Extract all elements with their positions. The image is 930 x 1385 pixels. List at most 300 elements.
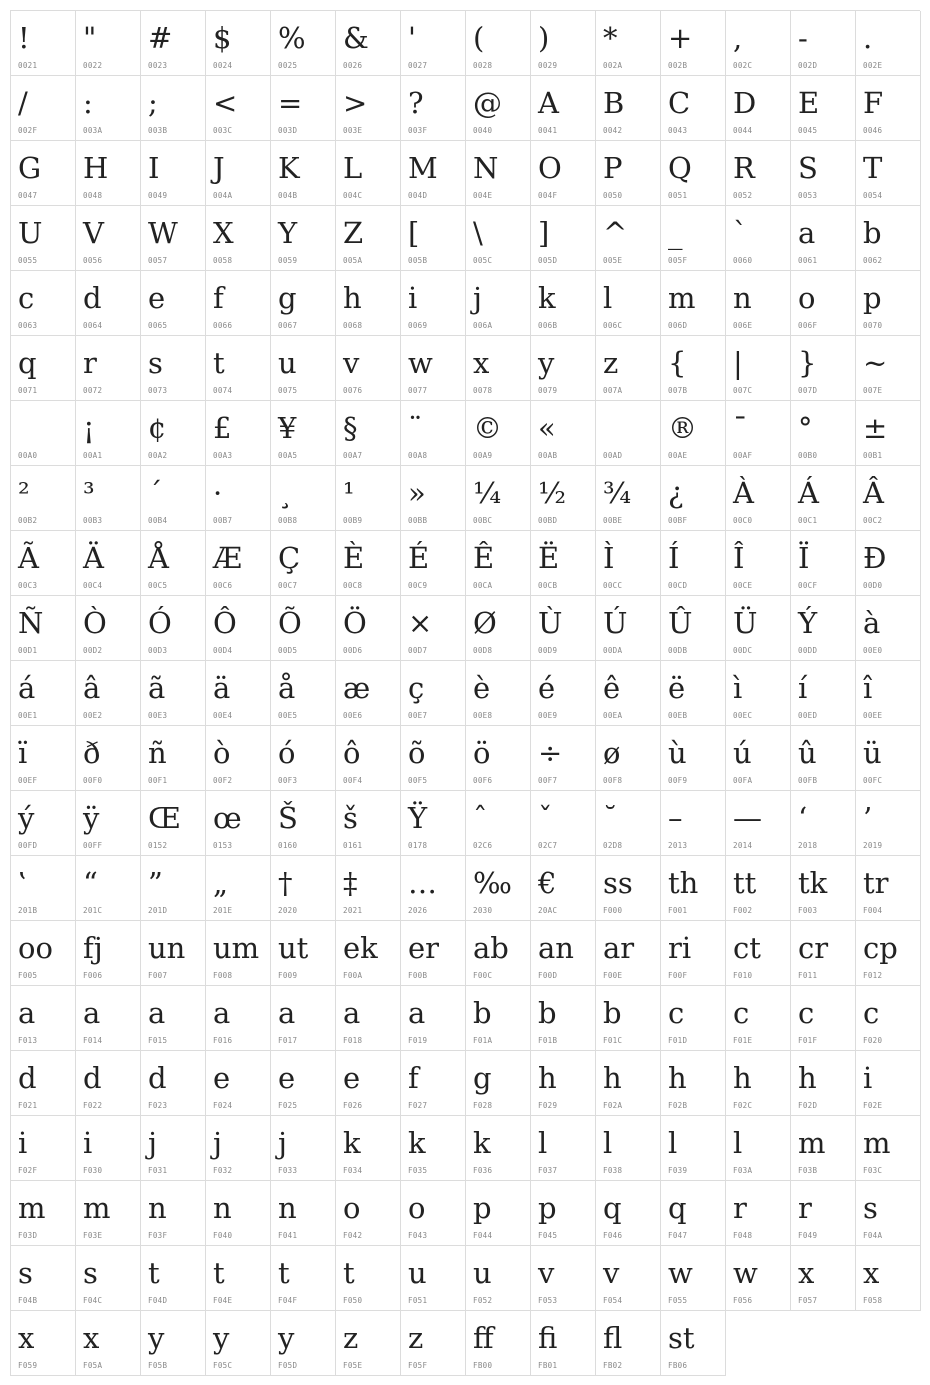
glyph-cell: [11, 661, 76, 726]
glyph-char: S: [798, 151, 818, 185]
glyph-code: F023: [148, 1101, 168, 1110]
glyph-char: ë: [668, 671, 686, 705]
glyph-cell: [401, 76, 466, 141]
glyph-char: ab: [473, 931, 509, 965]
glyph-cell: [856, 986, 921, 1051]
glyph-cell: [661, 531, 726, 596]
glyph-cell: [596, 856, 661, 921]
glyph-cell: [661, 726, 726, 791]
glyph-code: 0069: [408, 321, 428, 330]
glyph-char: Í: [668, 541, 680, 575]
glyph-cell: [141, 271, 206, 336]
glyph-code: 002F: [18, 126, 38, 135]
glyph-cell: [206, 401, 271, 466]
glyph-code: F00C: [473, 971, 493, 980]
glyph-code: 003A: [83, 126, 103, 135]
glyph-code: F036: [473, 1166, 493, 1175]
glyph-char: o: [343, 1191, 361, 1225]
glyph-char: q: [18, 346, 37, 380]
glyph-code: 201D: [148, 906, 168, 915]
glyph-cell: [466, 531, 531, 596]
glyph-cell: [336, 11, 401, 76]
glyph-char: T: [863, 151, 883, 185]
glyph-cell: [856, 76, 921, 141]
glyph-char: Û: [668, 606, 693, 640]
glyph-code: F00D: [538, 971, 558, 980]
glyph-char: h: [798, 1061, 817, 1095]
glyph-char: N: [473, 151, 499, 185]
glyph-code: 0044: [733, 126, 753, 135]
glyph-cell: [531, 466, 596, 531]
glyph-cell: [661, 1311, 726, 1376]
glyph-cell: [206, 1181, 271, 1246]
glyph-cell: [271, 1116, 336, 1181]
glyph-cell: [466, 661, 531, 726]
glyph-cell: [76, 921, 141, 986]
glyph-char: ñ: [148, 736, 167, 770]
glyph-code: 004A: [213, 191, 233, 200]
glyph-char: x: [18, 1321, 35, 1355]
glyph-code: 0058: [213, 256, 233, 265]
glyph-cell: [661, 1051, 726, 1116]
glyph-cell: [726, 206, 791, 271]
glyph-code: 00F9: [668, 776, 688, 785]
glyph-char: j: [148, 1126, 157, 1160]
glyph-char: ³: [83, 476, 95, 510]
glyph-char: ã: [148, 671, 166, 705]
glyph-code: F01F: [798, 1036, 818, 1045]
glyph-code: 00A9: [473, 451, 493, 460]
glyph-cell: [401, 401, 466, 466]
glyph-char: ¨: [408, 411, 423, 445]
glyph-char: `: [733, 216, 748, 250]
glyph-cell: [791, 1051, 856, 1116]
glyph-code: 00A1: [83, 451, 103, 460]
glyph-char: q: [668, 1191, 687, 1225]
glyph-code: F001: [668, 906, 688, 915]
glyph-code: 006B: [538, 321, 558, 330]
glyph-code: 004B: [278, 191, 298, 200]
glyph-char: y: [538, 346, 555, 380]
glyph-cell: [336, 336, 401, 401]
glyph-char: ò: [213, 736, 231, 770]
glyph-code: 005D: [538, 256, 558, 265]
glyph-char: ¾: [603, 476, 632, 510]
glyph-cell: [531, 986, 596, 1051]
glyph-cell: [856, 921, 921, 986]
glyph-code: 00F7: [538, 776, 558, 785]
glyph-char: F: [863, 86, 884, 120]
glyph-cell: [531, 1311, 596, 1376]
glyph-code: 00FF: [83, 841, 103, 850]
glyph-code: F012: [863, 971, 883, 980]
glyph-char: Ä: [83, 541, 104, 575]
glyph-code: 00C8: [343, 581, 363, 590]
glyph-code: F01E: [733, 1036, 753, 1045]
glyph-char: Ó: [148, 606, 172, 640]
glyph-char: ó: [278, 736, 296, 770]
glyph-char: Î: [733, 541, 745, 575]
glyph-cell: [76, 466, 141, 531]
glyph-cell: [791, 271, 856, 336]
glyph-code: 201E: [213, 906, 233, 915]
glyph-cell: [856, 401, 921, 466]
glyph-char: c: [863, 996, 880, 1030]
glyph-char: a: [408, 996, 426, 1030]
glyph-cell: [791, 531, 856, 596]
glyph-cell: [661, 401, 726, 466]
glyph-char: h: [733, 1061, 752, 1095]
glyph-code: 0023: [148, 61, 168, 70]
glyph-char: n: [213, 1191, 232, 1225]
glyph-cell: [11, 206, 76, 271]
glyph-char: D: [733, 86, 757, 120]
glyph-char: t: [343, 1256, 355, 1290]
glyph-code: 0043: [668, 126, 688, 135]
glyph-cell: [141, 1181, 206, 1246]
glyph-code: 0077: [408, 386, 428, 395]
glyph-char: J: [213, 151, 225, 185]
glyph-cell: [791, 76, 856, 141]
glyph-code: F048: [733, 1231, 753, 1240]
glyph-cell: [11, 11, 76, 76]
glyph-char: b: [473, 996, 492, 1030]
glyph-char: h: [668, 1061, 687, 1095]
glyph-cell: [271, 661, 336, 726]
glyph-code: F056: [733, 1296, 753, 1305]
glyph-char: È: [343, 541, 365, 575]
glyph-char: É: [408, 541, 430, 575]
glyph-cell: [661, 986, 726, 1051]
glyph-cell: [141, 856, 206, 921]
glyph-code: 0076: [343, 386, 363, 395]
glyph-char: <: [213, 86, 238, 120]
glyph-cell: [466, 336, 531, 401]
glyph-code: 2014: [733, 841, 753, 850]
glyph-cell: [856, 336, 921, 401]
glyph-code: 00C0: [733, 516, 753, 525]
glyph-code: 00DD: [798, 646, 818, 655]
glyph-char: Ô: [213, 606, 237, 640]
glyph-cell: [466, 596, 531, 661]
glyph-code: 2019: [863, 841, 883, 850]
glyph-code: F006: [83, 971, 103, 980]
glyph-cell: [661, 271, 726, 336]
glyph-cell: [466, 921, 531, 986]
glyph-char: u: [473, 1256, 492, 1290]
glyph-code: 005E: [603, 256, 623, 265]
glyph-cell: [791, 206, 856, 271]
glyph-cell: [206, 11, 271, 76]
glyph-code: 0079: [538, 386, 558, 395]
glyph-code: F02F: [18, 1166, 38, 1175]
glyph-cell: [726, 921, 791, 986]
glyph-cell: [336, 76, 401, 141]
glyph-code: 00BD: [538, 516, 558, 525]
glyph-code: 0160: [278, 841, 298, 850]
glyph-cell: [466, 271, 531, 336]
glyph-code: F033: [278, 1166, 298, 1175]
glyph-char: å: [278, 671, 296, 705]
glyph-cell: [76, 11, 141, 76]
glyph-code: 007A: [603, 386, 623, 395]
glyph-code: 00C3: [18, 581, 38, 590]
glyph-char: a: [18, 996, 36, 1030]
glyph-char: R: [733, 151, 755, 185]
glyph-char: ÿ: [83, 801, 100, 835]
glyph-char: ut: [278, 931, 309, 965]
glyph-char: c: [668, 996, 685, 1030]
glyph-code: 002D: [798, 61, 818, 70]
glyph-code: 006C: [603, 321, 623, 330]
glyph-char: fj: [83, 931, 103, 965]
glyph-code: 007B: [668, 386, 688, 395]
glyph-char: Ö: [343, 606, 367, 640]
glyph-char: e: [148, 281, 166, 315]
glyph-cell: [661, 791, 726, 856]
glyph-code: 00F2: [213, 776, 233, 785]
glyph-cell: [76, 1311, 141, 1376]
glyph-cell: [76, 856, 141, 921]
glyph-cell: [206, 986, 271, 1051]
glyph-char: [: [408, 216, 420, 250]
glyph-cell: [336, 726, 401, 791]
glyph-cell: [141, 76, 206, 141]
glyph-code: 0062: [863, 256, 883, 265]
glyph-code: 002E: [863, 61, 883, 70]
glyph-cell: [206, 1051, 271, 1116]
glyph-char: a: [278, 996, 296, 1030]
glyph-code: 00B4: [148, 516, 168, 525]
glyph-cell: [466, 11, 531, 76]
glyph-char: b: [863, 216, 882, 250]
glyph-char: Ú: [603, 606, 628, 640]
glyph-code: F040: [213, 1231, 233, 1240]
glyph-char: x: [83, 1321, 100, 1355]
glyph-code: 00EE: [863, 711, 883, 720]
glyph-code: 2026: [408, 906, 428, 915]
glyph-code: F059: [18, 1361, 38, 1370]
glyph-code: F021: [18, 1101, 38, 1110]
glyph-char: n: [733, 281, 752, 315]
glyph-cell: [11, 1116, 76, 1181]
glyph-cell: [531, 11, 596, 76]
glyph-char: b: [538, 996, 557, 1030]
glyph-char: û: [798, 736, 817, 770]
glyph-cell: [76, 1246, 141, 1311]
glyph-code: 00CF: [798, 581, 818, 590]
glyph-cell: [531, 1246, 596, 1311]
glyph-code: 004C: [343, 191, 363, 200]
glyph-char: j: [213, 1126, 222, 1160]
glyph-char: Ý: [798, 606, 818, 640]
glyph-code: 003C: [213, 126, 233, 135]
glyph-char: t: [148, 1256, 160, 1290]
glyph-code: 00A0: [18, 451, 38, 460]
glyph-cell: [596, 76, 661, 141]
glyph-code: 00D2: [83, 646, 103, 655]
glyph-code: 004E: [473, 191, 493, 200]
glyph-char: p: [473, 1191, 492, 1225]
glyph-code: F015: [148, 1036, 168, 1045]
glyph-code: 00B3: [83, 516, 103, 525]
glyph-char: ff: [473, 1321, 494, 1355]
glyph-cell: [791, 1246, 856, 1311]
glyph-cell: [76, 336, 141, 401]
glyph-char: x: [798, 1256, 815, 1290]
glyph-grid: [10, 10, 920, 1376]
glyph-char: Â: [863, 476, 884, 510]
glyph-char: Ø: [473, 606, 497, 640]
glyph-cell: [401, 1246, 466, 1311]
glyph-cell: [76, 791, 141, 856]
glyph-cell: [76, 726, 141, 791]
glyph-code: F010: [733, 971, 753, 980]
glyph-code: FB01: [538, 1361, 558, 1370]
glyph-char: .: [863, 21, 873, 55]
glyph-cell: [336, 206, 401, 271]
glyph-char: ’: [863, 801, 873, 835]
glyph-char: ct: [733, 931, 761, 965]
glyph-char: ®: [668, 411, 697, 445]
glyph-code: 00CE: [733, 581, 753, 590]
glyph-char: l: [603, 281, 613, 315]
glyph-code: 0153: [213, 841, 233, 850]
glyph-char: s: [863, 1191, 878, 1225]
glyph-code: F03B: [798, 1166, 818, 1175]
glyph-char: *: [603, 21, 618, 55]
glyph-char: I: [148, 151, 160, 185]
glyph-cell: [271, 336, 336, 401]
glyph-code: 0078: [473, 386, 493, 395]
glyph-code: 00F8: [603, 776, 623, 785]
glyph-code: F049: [798, 1231, 818, 1240]
glyph-char: é: [538, 671, 556, 705]
glyph-cell: [141, 466, 206, 531]
glyph-char: w: [668, 1256, 693, 1290]
glyph-char: v: [343, 346, 360, 380]
glyph-cell: [206, 856, 271, 921]
glyph-char: á: [18, 671, 36, 705]
glyph-cell: [596, 141, 661, 206]
glyph-cell: [401, 141, 466, 206]
glyph-cell: [271, 1311, 336, 1376]
glyph-cell: [791, 856, 856, 921]
glyph-code: F013: [18, 1036, 38, 1045]
glyph-code: F03A: [733, 1166, 753, 1175]
glyph-char: «: [538, 411, 556, 445]
glyph-code: 00C9: [408, 581, 428, 590]
glyph-char: p: [538, 1191, 557, 1225]
glyph-char: c: [798, 996, 815, 1030]
glyph-char: Y: [278, 216, 298, 250]
glyph-char: s: [148, 346, 163, 380]
glyph-char: f: [213, 281, 224, 315]
glyph-cell: [856, 141, 921, 206]
glyph-cell: [11, 1051, 76, 1116]
glyph-code: 0041: [538, 126, 558, 135]
glyph-code: F055: [668, 1296, 688, 1305]
glyph-code: 00D5: [278, 646, 298, 655]
glyph-code: F051: [408, 1296, 428, 1305]
glyph-char: l: [733, 1126, 743, 1160]
glyph-char: r: [798, 1191, 812, 1225]
glyph-char: K: [278, 151, 300, 185]
glyph-cell: [726, 856, 791, 921]
glyph-char: ]: [538, 216, 550, 250]
glyph-code: 00ED: [798, 711, 818, 720]
glyph-char: ˘: [603, 801, 618, 835]
glyph-cell: [661, 11, 726, 76]
glyph-char: ü: [863, 736, 882, 770]
glyph-code: 005C: [473, 256, 493, 265]
glyph-code: 0025: [278, 61, 298, 70]
glyph-char: Œ: [148, 801, 181, 835]
glyph-cell: [596, 596, 661, 661]
glyph-cell: [401, 661, 466, 726]
glyph-char: ri: [668, 931, 692, 965]
glyph-cell: [141, 1311, 206, 1376]
glyph-code: F047: [668, 1231, 688, 1240]
glyph-code: F014: [83, 1036, 103, 1045]
glyph-char: :: [83, 86, 93, 120]
glyph-cell: [76, 206, 141, 271]
glyph-cell: [856, 1181, 921, 1246]
glyph-cell: [401, 921, 466, 986]
glyph-cell: [401, 531, 466, 596]
glyph-cell: [726, 1116, 791, 1181]
glyph-char: Ç: [278, 541, 301, 575]
glyph-cell: [206, 336, 271, 401]
glyph-code: 007D: [798, 386, 818, 395]
glyph-code: F03C: [863, 1166, 883, 1175]
glyph-cell: [11, 921, 76, 986]
glyph-code: 00F0: [83, 776, 103, 785]
glyph-cell: [336, 1116, 401, 1181]
glyph-cell: [206, 791, 271, 856]
glyph-cell: [726, 401, 791, 466]
glyph-char: ;: [148, 86, 158, 120]
glyph-code: F038: [603, 1166, 623, 1175]
glyph-char: Å: [148, 541, 169, 575]
glyph-char: ä: [213, 671, 231, 705]
glyph-code: 002A: [603, 61, 623, 70]
glyph-cell: [856, 466, 921, 531]
glyph-code: 0060: [733, 256, 753, 265]
glyph-char: G: [18, 151, 42, 185]
glyph-char: d: [148, 1061, 167, 1095]
glyph-cell: [11, 1311, 76, 1376]
glyph-cell: [11, 726, 76, 791]
glyph-code: 0073: [148, 386, 168, 395]
glyph-cell: [531, 141, 596, 206]
glyph-cell: [726, 336, 791, 401]
glyph-code: F024: [213, 1101, 233, 1110]
glyph-char: œ: [213, 801, 242, 835]
glyph-code: F02A: [603, 1101, 623, 1110]
glyph-code: 003D: [278, 126, 298, 135]
glyph-char: â: [83, 671, 101, 705]
glyph-code: 2021: [343, 906, 363, 915]
glyph-code: 0042: [603, 126, 623, 135]
glyph-code: 0056: [83, 256, 103, 265]
glyph-char: Ü: [733, 606, 758, 640]
glyph-code: 00D8: [473, 646, 493, 655]
glyph-char: r: [83, 346, 97, 380]
glyph-cell: [596, 726, 661, 791]
glyph-cell: [791, 791, 856, 856]
glyph-char: k: [408, 1126, 426, 1160]
